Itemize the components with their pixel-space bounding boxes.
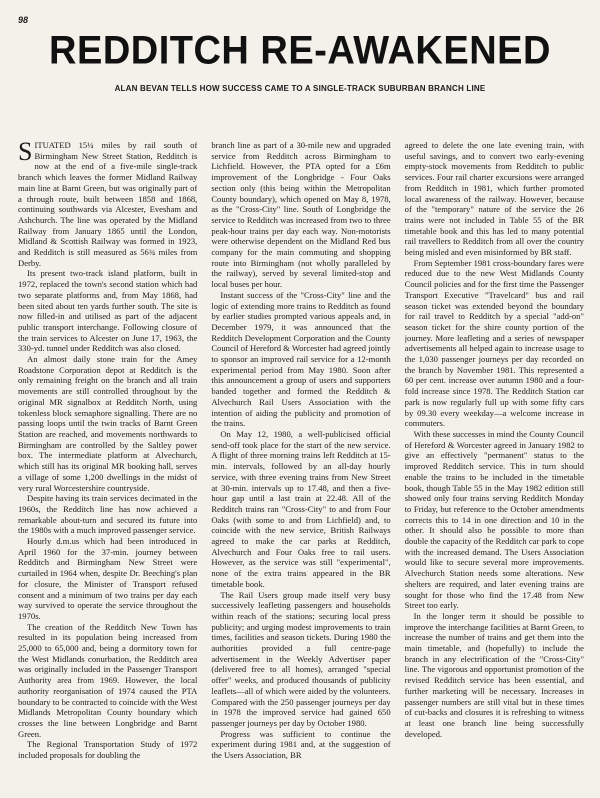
column-1 — [18, 140, 197, 788]
column-2 — [211, 140, 390, 788]
paragraph: In the longer term it should be possible to improve the interchange facilities at Barnt Green, to increase the number of trains and get them into the main timetable, and (hopefully) to include the branch in any electrification of the "Cross-City" line. The vigorous and opportunist promotion of the revised Redditch service has been essential, and further marketing will be necessary. Increases in passenger numbers are still vital but in these times of cut-backs and closures it is refreshing to witness at least one branch line being successfully developed. — [404, 610, 584, 739]
column-3 — [405, 140, 584, 788]
paragraph: The creation of the Redditch New Town has resulted in its population being increased from 25,000 to 65,000 and, being a dormitory town for the West Midlands conurbation, the Redditch area was originally included in the Passenger Transport Authority area from 1969. However, the local authority reorganisation of 1974 caused the PTA boundary to be contracted to coincide with the West Midlands Metropolitan County boundary which crosses the line between Longbridge and Barnt Green. — [18, 621, 198, 739]
paragraph: branch line as part of a 30-mile new and upgraded service from Redditch across Birmingham to Lichfield. However, the PTA opted for a £6m improvement of the Longbridge - Four Oaks section only (this being within the Metropolitan County boundary), which opened on May 8, 1978, as the "Cross-City" line. South of Longbridge the service to Redditch was increased from two to three peak-hour trains per day each way. Non-motorists were otherwise dependent on the Midland Red bus company for the main commuting and shopping route into Birmingham (not wholly paralleled by the railway), served by several limited-stop and local buses per hour. — [211, 140, 391, 290]
paragraph: On May 12, 1980, a well-publicised official send-off took place for the start of the new service. A flight of three morning trains left Redditch at 15-min. intervals, followed by an all-day hourly service, with three evening trains from New Street at 30-min. intervals up to 17.48, and then a five-hour gap until a last train at 22.48. All of the Redditch trains ran "Cross-City" to and from Four Oaks (with some to and from Lichfield) and, to coincide with the new service, British Railways agreed to make the car parks at Redditch, Alvechurch and Four Oaks free to rail users. However, as the service was still "experimental", none of the extra trains appeared in the BR timetable book. — [211, 428, 391, 589]
drop-cap: S — [18, 140, 33, 166]
paragraph: Hourly d.m.us which had been introduced in April 1960 for the 37-min. journey between Redditch and Birmingham New Street were curtailed in 1964 when, despite Dr. Beeching's plan for closure, the Minister of Transport refused consent and a minimum of two trains per day each way survived to operate the service throughout the 1970s. — [18, 536, 198, 621]
paragraph: Instant success of the "Cross-City" line and the logic of extending more trains to Redditch as found by earlier studies prompted various appeals and, in December 1979, it was announced that the Redditch Development Corporation and the County Council of Hereford & Worcester had agreed jointly to sponsor an improved rail service for a 12-month experimental period from May 1980. Soon after this announcement a group of users and supporters banded together and formed the Redditch & Alvechurch Rail Users Association with the intention of aiding the publicity and promotion of the trains. — [211, 289, 391, 429]
paragraph: Its present two-track island platform, built in 1972, replaced the town's second station which had two separate platforms and, from May 1868, had been sited about ten yards further south. The site is now filled-in and utilised as part of the adjacent public transport interchange. Following closure of the train services to Alcester on June 17, 1963, the 330-yd. tunnel under Redditch was also closed. — [18, 268, 198, 354]
paragraph: agreed to delete the one late evening train, with useful savings, and to convert two early-evening empty-stock movements from Redditch to public services. Four rail charter excursions were arranged from Redditch in 1981, which further promoted local awareness of the railway. However, because of the "temporary" nature of the service the 26 trains were not included in Table 55 of the BR timetable book and this has led to many potential rail travellers to Redditch from all over the country being misled and even misinformed by BR staff. — [404, 140, 584, 258]
paragraph: Progress was sufficient to continue the experiment during 1981 and, at the suggestion of the Users Association, BR — [211, 728, 391, 761]
paragraph: Despite having its train services decimated in the 1960s, the Redditch line has now achieved a remarkable about-turn and secured its future into the 1980s with a much improved passenger service. — [18, 493, 198, 536]
article-columns — [18, 140, 584, 788]
standfirst: ALAN BEVAN TELLS HOW SUCCESS CAME TO A SINGLE-TRACK SUBURBAN BRANCH LINE — [114, 84, 486, 93]
paragraph: The Rail Users group made itself very busy successively leafleting passengers and households within reach of the stations; securing local press publicity; and urging modest improvements to train times, facilities and season tickets. During 1980 the authorities provided a full centre-page advertisement in the Weekly Advertiser paper (delivered free to all homes), arranged "special offer" weeks, and produced thousands of publicity leaflets—all of which were aided by the volunteers. Compared with the 250 passenger journeys per day in 1978 the improved service had gained 650 passenger journeys per day by October 1980. — [211, 589, 391, 728]
paragraph-text: ITUATED 15¼ miles by rail south of Birmingham New Street Station, Redditch is now at the end of a five-mile single-track branch which leaves the former Midland Railway main line at Barnt Green, but was originally part of a through route, built between 1858 and 1868, continuing southwards via Alcester, Evesham and Ashchurch. The line was operated by the Midland Railway from January 1865 until the London, Midland & Scottish Railway was formed in 1923, and Redditch is still measured as 56¾ miles from Derby. — [18, 140, 198, 268]
paragraph — [18, 140, 197, 268]
headline: REDDITCH RE-AWAKENED — [49, 28, 551, 74]
page-number: 98 — [18, 15, 29, 25]
paragraph: From September 1981 cross-boundary fares were reduced due to the new West Midlands County Council policies and for the first time the Passenger Transport Executive "Travelcard" bus and rail season ticket was extended beyond the boundary for rail travel to Redditch by a special "add-on" season ticket for the shire county portion of the journey. More leafleting and a series of newspaper advertisements all helped again to increase usage to the 1,030 passenger journeys per day recorded on the branch by November 1981. This represented a 60 per cent. increase over autumn 1980 and a four-fold increase since 1978. The Redditch Station car park is now regularly full up with some fifty cars by 09.30 every weekday—a welcome increase in commuters. — [404, 257, 584, 429]
paragraph: With these successes in mind the County Council of Hereford & Worcester agreed in January 1982 to give an effectively "permanent" status to the improved Redditch service. This in turn should enable the trains to be included in the timetable book, though Table 55 in the May 1982 edition still showed only four trains serving Redditch Monday to Friday, but reference to the October amendments corrects this to 14 in one direction and 10 in the other. It should also be possible to more than double the capacity of the Redditch car park to cope with the increased demand. The Users Association would like to secure several more improvements. Alvechurch Station needs some alterations. New shelters are required, and later evening trains are sought for those who find the 17.48 from New Street too early. — [404, 428, 584, 611]
paragraph: An almost daily stone train for the Amey Roadstone Corporation depot at Redditch is the only remaining freight on the branch and all train movements are still controlled throughout by the original MR signalbox at Redditch North, using tokenless block semaphore signalling. There are no passing loops until the twin tracks of Barnt Green Station are reached, and movements northwards to Birmingham are controlled by the Saltley power box. The intermediate platform at Alvechurch, which still has its original MR booking hall, serves a village of some 1,200 dwellings in the midst of very rural Worcestershire countryside. — [18, 354, 198, 493]
paragraph: The Regional Transportation Study of 1972 included proposals for doubling the — [18, 739, 198, 761]
